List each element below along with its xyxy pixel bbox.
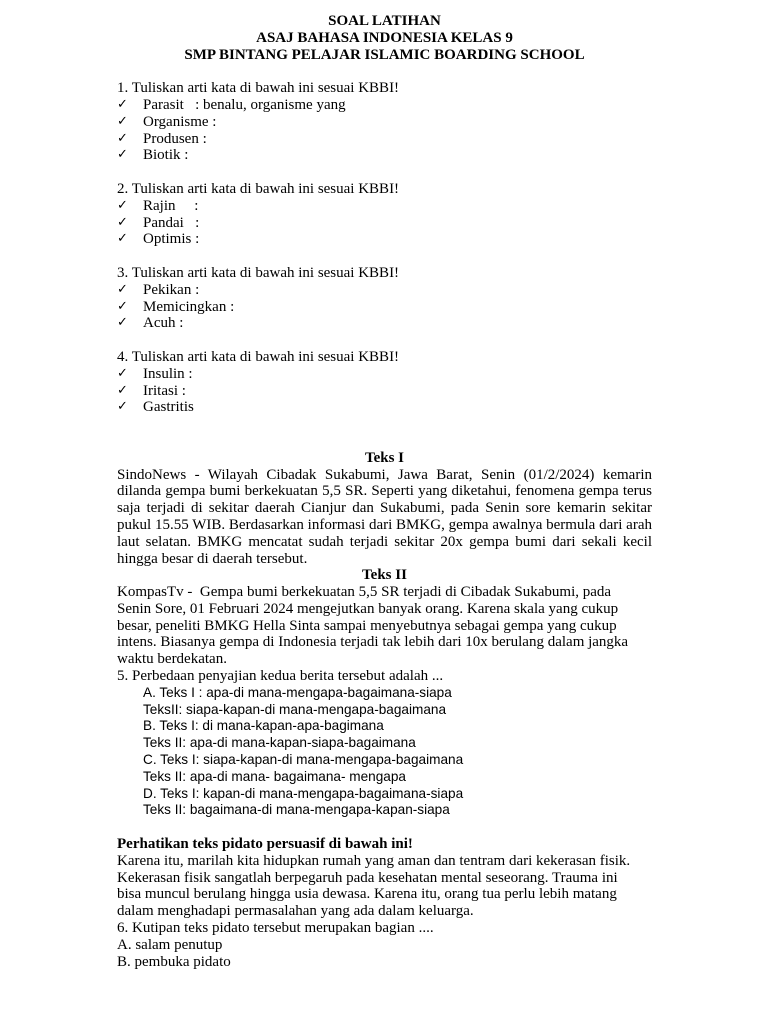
checkmark-icon: ✓ (117, 96, 128, 112)
checkmark-icon: ✓ (117, 298, 128, 314)
pidato-line: Kekerasan fisik sangatlah berpegaruh pada kesehatan mental seseorang. Trauma ini (117, 869, 618, 886)
question-3-prompt: 3. Tuliskan arti kata di bawah ini sesuai KBBI! (117, 264, 400, 281)
checkmark-icon: ✓ (117, 147, 128, 163)
answer-option: B. Teks I: di mana-kapan-apa-bagimana (143, 718, 384, 734)
answer-option: Teks II: bagaimana-di mana-mengapa-kapan-siapa (143, 802, 450, 818)
teks-2-line: besar, peneliti BMKG Hella Sinta sampai menyebutnya sebagai gempa yang cukup (117, 617, 617, 634)
teks-2-line: Senin Sore, 01 Februari 2024 mengejutkan banyak orang. Karena skala yang cukup (117, 600, 619, 617)
teks-2-line: KompasTv - Gempa bumi berkekuatan 5,5 SR terjadi di Cibadak Sukabumi, pada (117, 584, 612, 601)
answer-option: A. salam penutup (117, 936, 223, 953)
answer-option: D. Teks I: kapan-di mana-mengapa-bagaimana-siapa (143, 785, 464, 801)
list-item: ✓ Biotik : (117, 147, 189, 164)
list-item: ✓ Parasit : benalu, organisme yang (117, 96, 346, 113)
list-item: ✓ Acuh : (117, 315, 184, 332)
answer-option: B. pembuka pidato (117, 953, 231, 970)
answer-option: Teks II: apa-di mana- bagaimana- mengapa (143, 768, 406, 784)
teks-2-line: intens. Biasanya gempa di Indonesia terjadi tak lebih dari 10x berulang dalam jangka (117, 634, 629, 651)
teks-2-line: waktu berdekatan. (117, 651, 227, 668)
answer-option: Teks II: apa-di mana-kapan-siapa-bagaimana (143, 735, 416, 751)
list-item: ✓ Produsen : (117, 130, 207, 147)
list-item: ✓ Iritasi : (117, 382, 186, 399)
checkmark-icon: ✓ (117, 214, 128, 230)
question-2-prompt: 2. Tuliskan arti kata di bawah ini sesuai KBBI! (117, 180, 400, 197)
doc-subtitle: ASAJ BAHASA INDONESIA KELAS 9 (256, 29, 513, 46)
checkmark-icon: ✓ (117, 130, 128, 146)
question-4-prompt: 4. Tuliskan arti kata di bawah ini sesuai KBBI! (117, 348, 400, 365)
list-item: ✓ Gastritis (117, 399, 194, 416)
teks-1-title: Teks I (364, 449, 405, 466)
checkmark-icon: ✓ (117, 382, 128, 398)
school-name: SMP BINTANG PELAJAR ISLAMIC BOARDING SCHOOL (184, 46, 585, 63)
pidato-heading: Perhatikan teks pidato persuasif di bawah ini! (117, 836, 413, 853)
answer-option: A. Teks I : apa-di mana-mengapa-bagaimana-siapa (143, 684, 452, 700)
pidato-line: bisa muncul berulang hingga usia dewasa. Karena itu, orang tua perlu lebih matang (117, 886, 617, 903)
teks-1-body: SindoNews - Wilayah Cibadak Sukabumi, Jawa Barat, Senin (01/2/2024) kemarin dilanda gempa bumi berkekuatan 5,5 SR. Seperti yang diketahui, fenomena gempa terus saja terjadi di sekitar daerah Cianjur dan Sukabumi, pada Senin sore kemarin sekitar pukul 15.55 WIB. Berdasarkan informasi dari BMKG, gempa awalnya bermula dari arah laut selatan. BMKG mencatat sudah terjadi sekitar 20x gempa bumi dari sekali kecil hingga besar di daerah tersebut. (117, 466, 652, 567)
checkmark-icon: ✓ (117, 197, 128, 213)
list-item: ✓ Memicingkan : (117, 298, 235, 315)
answer-option: C. Teks I: siapa-kapan-di mana-mengapa-bagaimana (143, 752, 464, 768)
checkmark-icon: ✓ (117, 281, 128, 297)
checkmark-icon: ✓ (117, 365, 128, 381)
list-item: ✓ Optimis : (117, 231, 200, 248)
question-1-prompt: 1. Tuliskan arti kata di bawah ini sesuai KBBI! (117, 80, 400, 97)
doc-title: SOAL LATIHAN (328, 13, 441, 29)
checkmark-icon: ✓ (117, 399, 128, 415)
pidato-line: Karena itu, marilah kita hidupkan rumah yang aman dan tentram dari kekerasan fisik. (117, 852, 631, 869)
question-6-prompt: 6. Kutipan teks pidato tersebut merupakan bagian .... (117, 920, 434, 937)
checkmark-icon: ✓ (117, 231, 128, 247)
question-5-prompt: 5. Perbedaan penyajian kedua berita tersebut adalah ... (117, 668, 444, 685)
list-item: ✓ Organisme : (117, 113, 217, 130)
list-item: ✓ Pandai : (117, 214, 200, 231)
list-item: ✓ Insulin : (117, 365, 193, 382)
answer-option: TeksII: siapa-kapan-di mana-mengapa-bagaimana (143, 701, 447, 717)
teks-2-title: Teks II (362, 567, 407, 584)
list-item: ✓ Rajin : (117, 197, 199, 214)
checkmark-icon: ✓ (117, 315, 128, 331)
pidato-line: dalam menghadapi permasalahan yang ada dalam keluarga. (117, 903, 474, 920)
list-item: ✓ Pekikan : (117, 281, 200, 298)
checkmark-icon: ✓ (117, 113, 128, 129)
document-page (117, 13, 652, 970)
